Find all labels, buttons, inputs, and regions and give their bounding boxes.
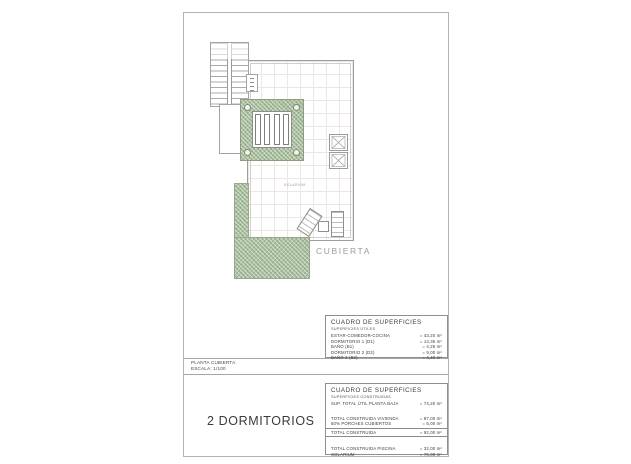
row-label: SOLARIUM [331, 451, 355, 457]
title-block [191, 360, 237, 372]
plan-scale: ESCALA: 1/100 [191, 366, 226, 371]
green-porch-strip [234, 183, 249, 240]
row-label: DORMITORIO 1 (D1) [331, 338, 375, 344]
spacer [331, 407, 442, 416]
bbq-unit-bottom [329, 152, 348, 169]
table-subtitle: SUPERFICIES ÚTILES [331, 326, 376, 331]
row-value: = 9,00 m² [422, 349, 442, 355]
pergola-slat [283, 114, 289, 145]
row-label: BAÑO (B1) [331, 344, 354, 350]
pergola-post [244, 149, 251, 156]
surfaces-table-construidas [325, 383, 448, 455]
table-row [331, 401, 442, 407]
sun-lounger [331, 211, 344, 237]
bbq-unit-top [329, 134, 348, 151]
row-label: TOTAL CONSTRUIDA PISCINA [331, 446, 396, 452]
table-title: CUADRO DE SUPERFICIES [331, 387, 422, 394]
stair-tag-box [246, 74, 258, 92]
solarium-plan-label: SOLARIUM [284, 183, 306, 187]
table-row [331, 452, 442, 458]
row-label: TOTAL CONSTRUIDA [331, 429, 377, 435]
bedrooms-title: 2 DORMITORIOS [207, 414, 315, 428]
pergola-post [293, 104, 300, 111]
row-value: = 76,00 m² [419, 451, 442, 457]
pergola-slats [252, 111, 292, 148]
row-label: SUP. TOTAL ÚTIL PLANTA BAJA [331, 401, 399, 406]
row-value: = 5,00 m² [422, 421, 442, 427]
pergola-slat [264, 114, 270, 145]
row-label: ESTAR-COMEDOR-COCINA [331, 333, 391, 338]
table-subtitle: SUPERFICIES CONSTRUIDAS [331, 394, 391, 399]
pergola-post [293, 149, 300, 156]
pergola-slat [274, 114, 280, 145]
row-label: DORMITORIO 2 (D2) [331, 349, 375, 355]
row-value: = 32,00 m² [419, 446, 442, 452]
row-label: 50% PORCHES CUBIERTOS [331, 421, 392, 427]
staircase [210, 42, 249, 107]
cubierta-plan-label: CUBIERTA [316, 246, 371, 256]
plan-name: PLANTA CUBIERTA. [191, 360, 237, 365]
row-value: = 4,40 m² [422, 355, 442, 361]
pergola-post [244, 104, 251, 111]
surfaces-table-utiles [325, 315, 448, 361]
row-value: = 4,25 m² [422, 344, 442, 350]
row-label: TOTAL CONSTRUIDA VIVIENDA [331, 415, 399, 421]
table-title: CUADRO DE SUPERFICIES [331, 319, 422, 326]
row-label: BAÑO 2 (B2) [331, 355, 358, 361]
stair-dashed-top [211, 43, 248, 59]
spacer [331, 437, 442, 446]
green-porch-block [234, 237, 310, 279]
pergola [240, 99, 304, 161]
title-band-bottom-line [183, 374, 448, 375]
table-row [331, 355, 442, 361]
row-value: = 92,00 m² [419, 429, 442, 435]
row-value: = 87,00 m² [419, 415, 442, 421]
row-value: = 13,35 m² [419, 338, 442, 344]
row-value: = 74,20 m² [419, 401, 442, 406]
pergola-slat [255, 114, 261, 145]
row-value: = 43,20 m² [419, 333, 442, 338]
table-row-total [326, 428, 447, 438]
side-table [318, 221, 329, 232]
table-row [331, 421, 442, 427]
